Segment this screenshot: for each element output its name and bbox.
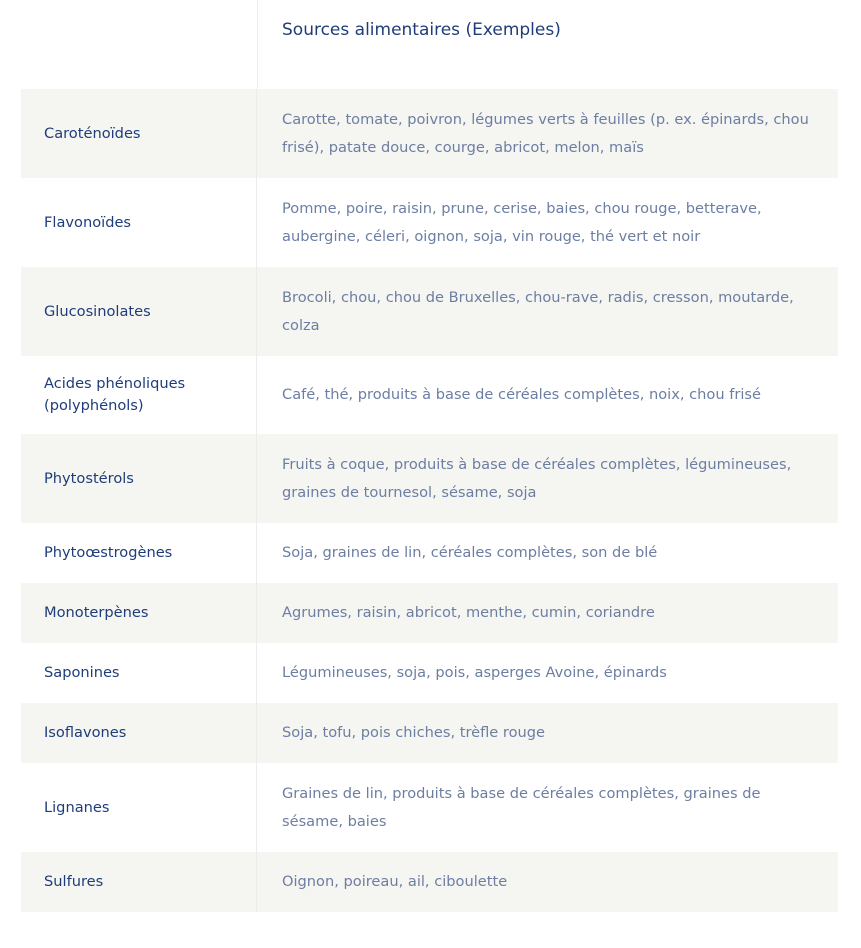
table-row [21,763,838,852]
table-row [21,178,838,267]
table-row [21,852,838,912]
row-sources: Pomme, poire, raisin, prune, cerise, baies, chou rouge, betterave, aubergine, céleri, oignon, soja, vin rouge, thé vert et noir [282,199,762,245]
row-name: Phytoœstrogènes [21,523,257,583]
header-cell-sources: Sources alimentaires (Exemples) [282,20,561,40]
phytochemicals-table [21,0,838,912]
row-name: Caroténoïdes [21,89,257,178]
table-row [21,583,838,643]
row-sources: Carotte, tomate, poivron, légumes verts à feuilles (p. ex. épinards, chou frisé), patate douce, courge, abricot, melon, maïs [282,110,809,156]
row-sources: Fruits à coque, produits à base de céréales complètes, légumineuses, graines de tournesol, sésame, soja [282,455,792,501]
row-sources: Café, thé, produits à base de céréales complètes, noix, chou frisé [282,386,761,403]
table-row [21,89,838,178]
row-sources: Oignon, poireau, ail, ciboulette [282,873,508,890]
row-sources: Agrumes, raisin, abricot, menthe, cumin, coriandre [282,604,655,621]
row-name: Sulfures [21,852,257,912]
row-name: Saponines [21,643,257,703]
row-name: Phytostérols [21,434,257,523]
table-row [21,523,838,583]
row-sources: Graines de lin, produits à base de céréales complètes, graines de sésame, baies [282,784,761,830]
table-row [21,643,838,703]
row-sources: Légumineuses, soja, pois, asperges Avoine, épinards [282,664,667,681]
row-sources: Soja, tofu, pois chiches, trèfle rouge [282,724,546,741]
row-name: Monoterpènes [21,583,257,643]
table-header-row [21,0,838,89]
table-row [21,434,838,523]
header-cell-empty [21,0,258,89]
row-sources: Soja, graines de lin, céréales complètes, son de blé [282,544,658,561]
row-sources: Brocoli, chou, chou de Bruxelles, chou-rave, radis, cresson, moutarde, colza [282,288,794,334]
table-row [21,267,838,356]
row-name: Acides phénoliques (polyphénols) [21,356,257,434]
row-name: Glucosinolates [21,267,257,356]
table-row [21,703,838,763]
row-name: Flavonoïdes [21,178,257,267]
table-row [21,356,838,434]
row-name: Isoflavones [21,703,257,763]
row-name: Lignanes [21,763,257,852]
